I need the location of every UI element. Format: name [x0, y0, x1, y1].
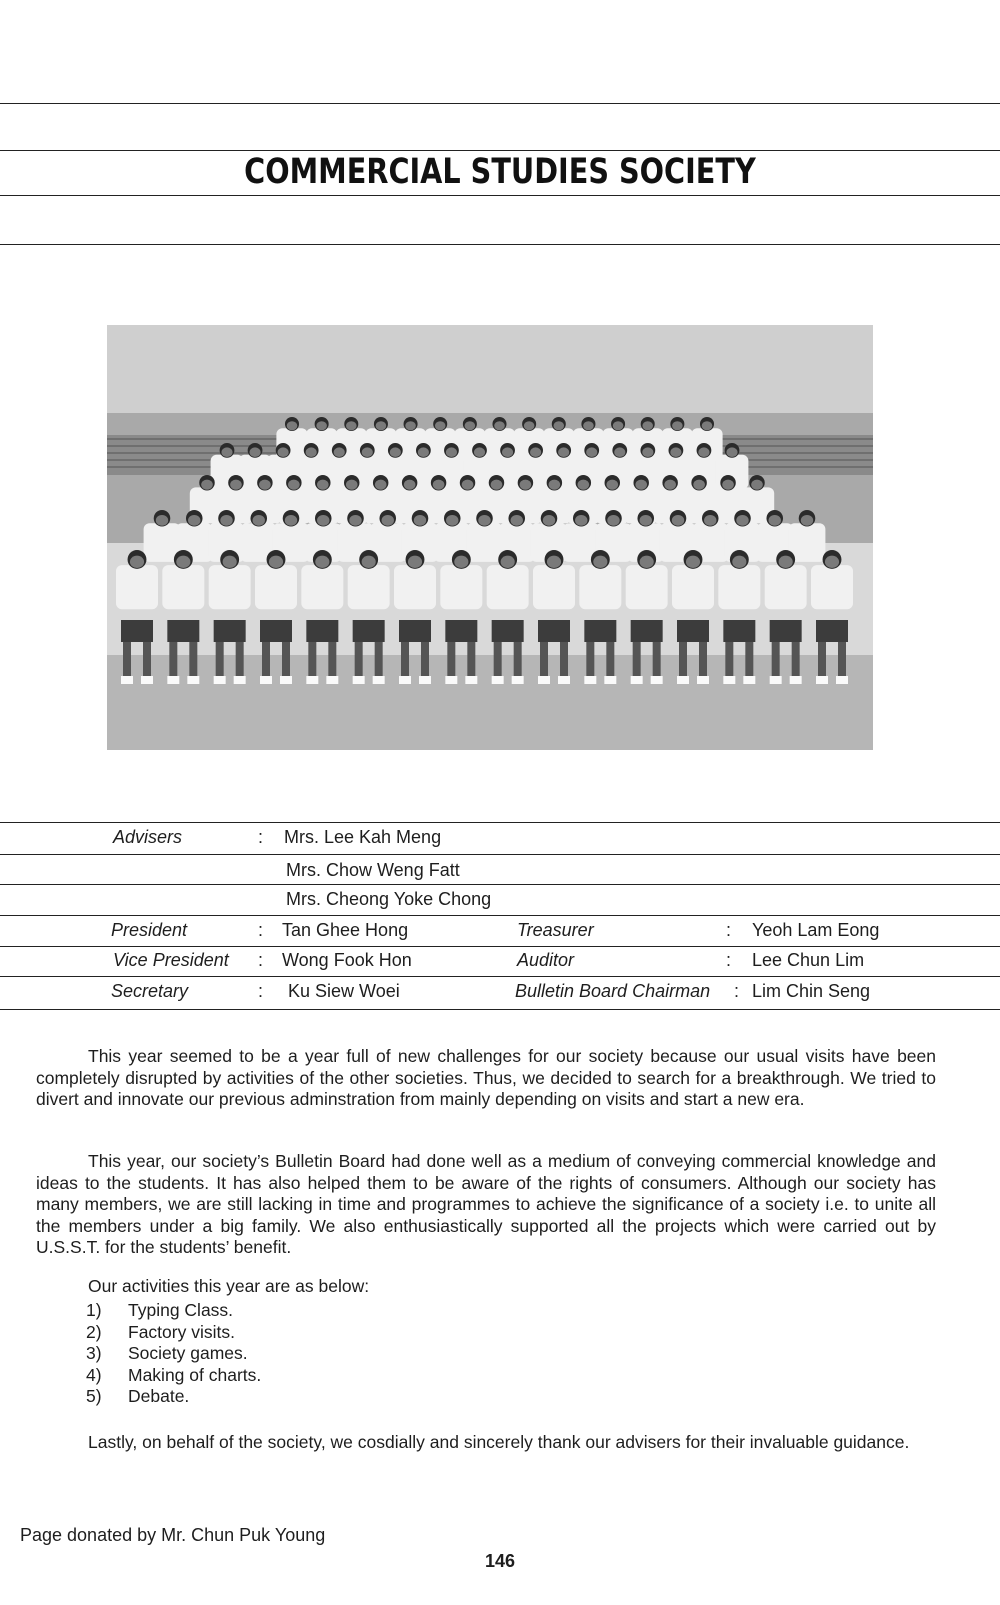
- photo-person-leg: [169, 642, 177, 678]
- photo-person-face: [287, 421, 298, 430]
- advisers-label: Advisers: [113, 827, 183, 847]
- group-photo-image: [107, 325, 873, 750]
- photo-person-shoe: [770, 676, 782, 684]
- photo-person-leg: [494, 642, 502, 678]
- colon: :: [258, 981, 264, 1001]
- photo-person-shoe: [790, 676, 802, 684]
- photo-person-shorts: [260, 620, 292, 642]
- photo-person-shoe: [816, 676, 828, 684]
- header-rule-bottom: [0, 244, 1000, 245]
- photo-person-face: [664, 480, 676, 490]
- photo-person-shorts: [353, 620, 385, 642]
- photo-person-face: [390, 447, 401, 457]
- photo-person-shoe: [631, 676, 643, 684]
- photo-person-shoe: [353, 676, 365, 684]
- photo-person-face: [446, 515, 458, 526]
- photo-person-face: [230, 480, 242, 490]
- photo-person-shirt: [301, 565, 343, 609]
- photo-person-face: [349, 515, 361, 526]
- photo-person-face: [176, 556, 190, 568]
- photo-person-leg: [838, 642, 846, 678]
- photo-person-face: [435, 421, 446, 430]
- photo-person-shoe: [399, 676, 411, 684]
- photo-person-face: [156, 515, 168, 526]
- photo-person-face: [220, 515, 232, 526]
- photo-person-leg: [560, 642, 568, 678]
- photo-person-face: [446, 447, 457, 457]
- colon: :: [258, 920, 264, 940]
- photo-person-leg: [586, 642, 594, 678]
- photo-person-face: [269, 556, 283, 568]
- photo-person-face: [501, 556, 515, 568]
- photo-person-shoe: [445, 676, 457, 684]
- officer-name: Tan Ghee Hong: [282, 920, 409, 940]
- role-label: Treasurer: [517, 920, 594, 940]
- table-row: [0, 977, 1000, 1008]
- photo-sky: [107, 325, 873, 415]
- photo-person-shoe: [187, 676, 199, 684]
- photo-person-leg: [792, 642, 800, 678]
- photo-person-face: [201, 480, 213, 490]
- photo-person-shorts: [492, 620, 524, 642]
- closing-paragraph: Lastly, on behalf of the society, we cosdially and sincerely thank our advisers for their invaluable guidance.: [88, 1432, 910, 1452]
- photo-person-shoe: [260, 676, 272, 684]
- photo-person-shoe: [121, 676, 133, 684]
- header-rule-top: [0, 103, 1000, 104]
- photo-person-leg: [328, 642, 336, 678]
- group-photo: [107, 325, 873, 750]
- photo-person-leg: [236, 642, 244, 678]
- photo-person-leg: [375, 642, 383, 678]
- photo-person-face: [672, 515, 684, 526]
- photo-person-face: [317, 480, 329, 490]
- photo-person-face: [376, 421, 387, 430]
- table-rule: [0, 1009, 1000, 1010]
- list-item-number: 1): [86, 1300, 102, 1320]
- photo-person-shoe: [465, 676, 477, 684]
- photo-person-shoe: [584, 676, 596, 684]
- photo-person-leg: [143, 642, 151, 678]
- photo-person-face: [362, 447, 373, 457]
- photo-person-shirt: [672, 565, 714, 609]
- footer-note: Page donated by Mr. Chun Puk Young: [20, 1525, 326, 1545]
- photo-person-leg: [355, 642, 363, 678]
- photo-person-shoe: [280, 676, 292, 684]
- list-item-text: Typing Class.: [128, 1300, 234, 1320]
- header-rule-above-title: [0, 150, 1000, 151]
- photo-person-face: [614, 447, 625, 457]
- photo-person-face: [259, 480, 271, 490]
- photo-person-face: [549, 480, 561, 490]
- paragraph: This year seemed to be a year full of new challenges for our society because our usual visits have been completely disrupted by activities of the other societies. Thus, we decided to search for a breakthrough. We tried to divert and innovate our previous adminstration from mainly depending on visits and start a new era.: [36, 1046, 936, 1109]
- photo-person-leg: [653, 642, 661, 678]
- photo-person-face: [606, 480, 618, 490]
- photo-person-shorts: [584, 620, 616, 642]
- photo-person-face: [726, 447, 737, 457]
- photo-person-shoe: [558, 676, 570, 684]
- photo-person-face: [288, 480, 300, 490]
- photo-person-shoe: [512, 676, 524, 684]
- photo-person-shorts: [306, 620, 338, 642]
- photo-person-shorts: [399, 620, 431, 642]
- photo-person-face: [558, 447, 569, 457]
- photo-person-shirt: [718, 565, 760, 609]
- photo-person-shorts: [445, 620, 477, 642]
- list-item-text: Making of charts.: [128, 1364, 262, 1385]
- photo-person-face: [462, 480, 474, 490]
- photo-person-face: [554, 421, 565, 430]
- photo-person-face: [418, 447, 429, 457]
- photo-person-face: [491, 480, 503, 490]
- photo-person-face: [670, 447, 681, 457]
- photo-person-leg: [514, 642, 522, 678]
- officer-name: Lim Chin Seng: [752, 981, 871, 1001]
- photo-person-shorts: [214, 620, 246, 642]
- page-title: COMMERCIAL STUDIES SOCIETY: [244, 152, 756, 192]
- paragraph: This year, our society’s Bulletin Board had done well as a medium of conveying commercial knowledge and ideas to the students. It has also helped them to be aware of the rights of consumers. Although our society has many members, we are still lacking in time and programmes to achieve the significance of a society i.e. to unite all the members under a big family. We also enthusiastically supported all the projects which were carried out by U.S.S.T. for the students’ benefit.: [36, 1151, 936, 1257]
- officer-name: Wong Fook Hon: [282, 950, 412, 970]
- photo-person-shirt: [466, 523, 503, 562]
- photo-person-shirt: [116, 565, 158, 609]
- photo-person-face: [223, 556, 237, 568]
- title-block: [0, 152, 1000, 192]
- photo-person-shoe: [723, 676, 735, 684]
- table-rule: [0, 854, 1000, 855]
- list-item-text: Society games.: [128, 1343, 248, 1363]
- list-item-number: 2): [86, 1321, 102, 1342]
- photo-person-face: [547, 556, 561, 568]
- photo-person-face: [640, 515, 652, 526]
- photo-person-shirt: [811, 565, 853, 609]
- photo-person-face: [465, 421, 476, 430]
- photo-person-face: [635, 480, 647, 490]
- photo-person-shirt: [626, 565, 668, 609]
- photo-person-shirt: [440, 565, 482, 609]
- photo-person-leg: [308, 642, 316, 678]
- colon: :: [726, 950, 732, 970]
- photo-person-leg: [725, 642, 733, 678]
- photo-person-shorts: [538, 620, 570, 642]
- photo-person-face: [375, 480, 387, 490]
- photo-person-leg: [262, 642, 270, 678]
- photo-person-shirt: [487, 565, 529, 609]
- adviser-name: Mrs. Cheong Yoke Chong: [286, 889, 492, 909]
- activities-intro: Our activities this year are as below:: [88, 1276, 370, 1296]
- photo-person-face: [672, 421, 683, 430]
- photo-person-leg: [401, 642, 409, 678]
- photo-person-shoe: [326, 676, 338, 684]
- photo-person-face: [642, 421, 653, 430]
- colon: :: [726, 920, 732, 940]
- officer-name: Yeoh Lam Eong: [752, 920, 880, 940]
- photo-person-face: [704, 515, 716, 526]
- photo-person-face: [382, 515, 394, 526]
- photo-person-face: [346, 421, 357, 430]
- officer-name: Lee Chun Lim: [752, 950, 865, 970]
- photo-person-face: [433, 480, 445, 490]
- photo-person-face: [607, 515, 619, 526]
- role-label: President: [111, 920, 188, 940]
- photo-person-face: [315, 556, 329, 568]
- photo-person-shoe: [141, 676, 153, 684]
- photo-person-face: [346, 480, 358, 490]
- photo-person-face: [698, 447, 709, 457]
- list-item-text: Factory visits.: [128, 1321, 235, 1342]
- photo-person-face: [278, 447, 289, 457]
- photo-person-face: [640, 556, 654, 568]
- photo-person-leg: [772, 642, 780, 678]
- photo-person-face: [693, 480, 705, 490]
- photo-person-shirt: [255, 565, 297, 609]
- table-row-adviser-3: [0, 885, 1000, 916]
- photo-person-shirt: [209, 565, 251, 609]
- photo-person-face: [751, 480, 763, 490]
- table-row: [0, 946, 1000, 977]
- photo-person-leg: [282, 642, 290, 678]
- photo-person-face: [221, 447, 232, 457]
- photo-person-shirt: [579, 565, 621, 609]
- photo-person-face: [454, 556, 468, 568]
- photo-person-face: [530, 447, 541, 457]
- photo-person-shorts: [723, 620, 755, 642]
- photo-person-shorts: [816, 620, 848, 642]
- photo-person-face: [575, 515, 587, 526]
- adviser-name: Mrs. Chow Weng Fatt: [286, 860, 460, 880]
- photo-person-face: [474, 447, 485, 457]
- photo-person-shorts: [631, 620, 663, 642]
- photo-person-face: [779, 556, 793, 568]
- photo-person-leg: [467, 642, 475, 678]
- photo-person-face: [520, 480, 532, 490]
- adviser-name: Mrs. Lee Kah Meng: [284, 827, 442, 847]
- photo-person-leg: [189, 642, 197, 678]
- photo-person-face: [405, 421, 416, 430]
- photo-person-face: [253, 515, 265, 526]
- photo-person-shirt: [162, 565, 204, 609]
- photo-person-face: [583, 421, 594, 430]
- photo-person-shoe: [419, 676, 431, 684]
- photo-person-leg: [123, 642, 131, 678]
- photo-person-face: [404, 480, 416, 490]
- photo-person-shorts: [770, 620, 802, 642]
- photo-person-shorts: [677, 620, 709, 642]
- photo-person-face: [511, 515, 523, 526]
- photo-person-face: [494, 421, 505, 430]
- photo-person-shorts: [167, 620, 199, 642]
- role-label: Auditor: [517, 950, 575, 970]
- photo-person-face: [686, 556, 700, 568]
- photo-person-face: [306, 447, 317, 457]
- photo-person-leg: [447, 642, 455, 678]
- photo-person-face: [285, 515, 297, 526]
- photo-person-shoe: [697, 676, 709, 684]
- photo-person-shoe: [492, 676, 504, 684]
- photo-person-leg: [216, 642, 224, 678]
- photo-person-face: [801, 515, 813, 526]
- photo-person-leg: [745, 642, 753, 678]
- photo-person-face: [702, 421, 713, 430]
- list-item-number: 3): [86, 1343, 102, 1363]
- table-row-adviser-2: [0, 856, 1000, 887]
- photo-person-face: [578, 480, 590, 490]
- photo-person-shoe: [234, 676, 246, 684]
- photo-person-shirt: [348, 565, 390, 609]
- table-row: [0, 916, 1000, 947]
- role-label: Vice President: [113, 950, 229, 970]
- photo-person-face: [593, 556, 607, 568]
- photo-person-face: [825, 556, 839, 568]
- photo-person-shorts: [121, 620, 153, 642]
- photo-person-face: [543, 515, 555, 526]
- photo-person-face: [130, 556, 144, 568]
- header-rule-below-title: [0, 195, 1000, 196]
- photo-person-face: [317, 515, 329, 526]
- photo-person-leg: [679, 642, 687, 678]
- photo-person-face: [732, 556, 746, 568]
- photo-person-face: [250, 447, 261, 457]
- photo-person-face: [408, 556, 422, 568]
- photo-person-face: [524, 421, 535, 430]
- photo-person-shoe: [836, 676, 848, 684]
- photo-person-shoe: [538, 676, 550, 684]
- photo-person-leg: [606, 642, 614, 678]
- photo-person-face: [414, 515, 426, 526]
- photo-person-face: [642, 447, 653, 457]
- photo-person-face: [769, 515, 781, 526]
- table-row-advisers: [0, 823, 1000, 854]
- photo-person-leg: [540, 642, 548, 678]
- photo-person-face: [334, 447, 345, 457]
- photo-person-face: [316, 421, 327, 430]
- photo-person-shoe: [743, 676, 755, 684]
- list-item-number: 4): [86, 1364, 102, 1385]
- photo-person-shoe: [214, 676, 226, 684]
- photo-person-shoe: [373, 676, 385, 684]
- photo-person-shirt: [533, 565, 575, 609]
- photo-person-shirt: [765, 565, 807, 609]
- photo-person-leg: [421, 642, 429, 678]
- photo-person-face: [478, 515, 490, 526]
- photo-person-shirt: [394, 565, 436, 609]
- page-number: 146: [484, 1551, 516, 1571]
- photo-person-shoe: [651, 676, 663, 684]
- photo-person-face: [736, 515, 748, 526]
- list-item-number: 5): [86, 1386, 102, 1406]
- photo-person-shoe: [167, 676, 179, 684]
- photo-person-face: [586, 447, 597, 457]
- photo-person-face: [722, 480, 734, 490]
- photo-person-face: [362, 556, 376, 568]
- photo-person-leg: [633, 642, 641, 678]
- photo-person-shoe: [604, 676, 616, 684]
- list-item-text: Debate.: [128, 1386, 190, 1406]
- photo-person-shoe: [306, 676, 318, 684]
- photo-person-face: [502, 447, 513, 457]
- photo-person-leg: [699, 642, 707, 678]
- officer-name: Ku Siew Woei: [288, 981, 400, 1001]
- colon: :: [734, 981, 740, 1001]
- role-label: Secretary: [111, 981, 189, 1001]
- photo-person-shoe: [677, 676, 689, 684]
- role-label: Bulletin Board Chairman: [515, 981, 711, 1001]
- photo-person-face: [188, 515, 200, 526]
- colon: :: [258, 950, 264, 970]
- photo-person-leg: [818, 642, 826, 678]
- advisers-colon: :: [258, 827, 264, 847]
- photo-person-face: [613, 421, 624, 430]
